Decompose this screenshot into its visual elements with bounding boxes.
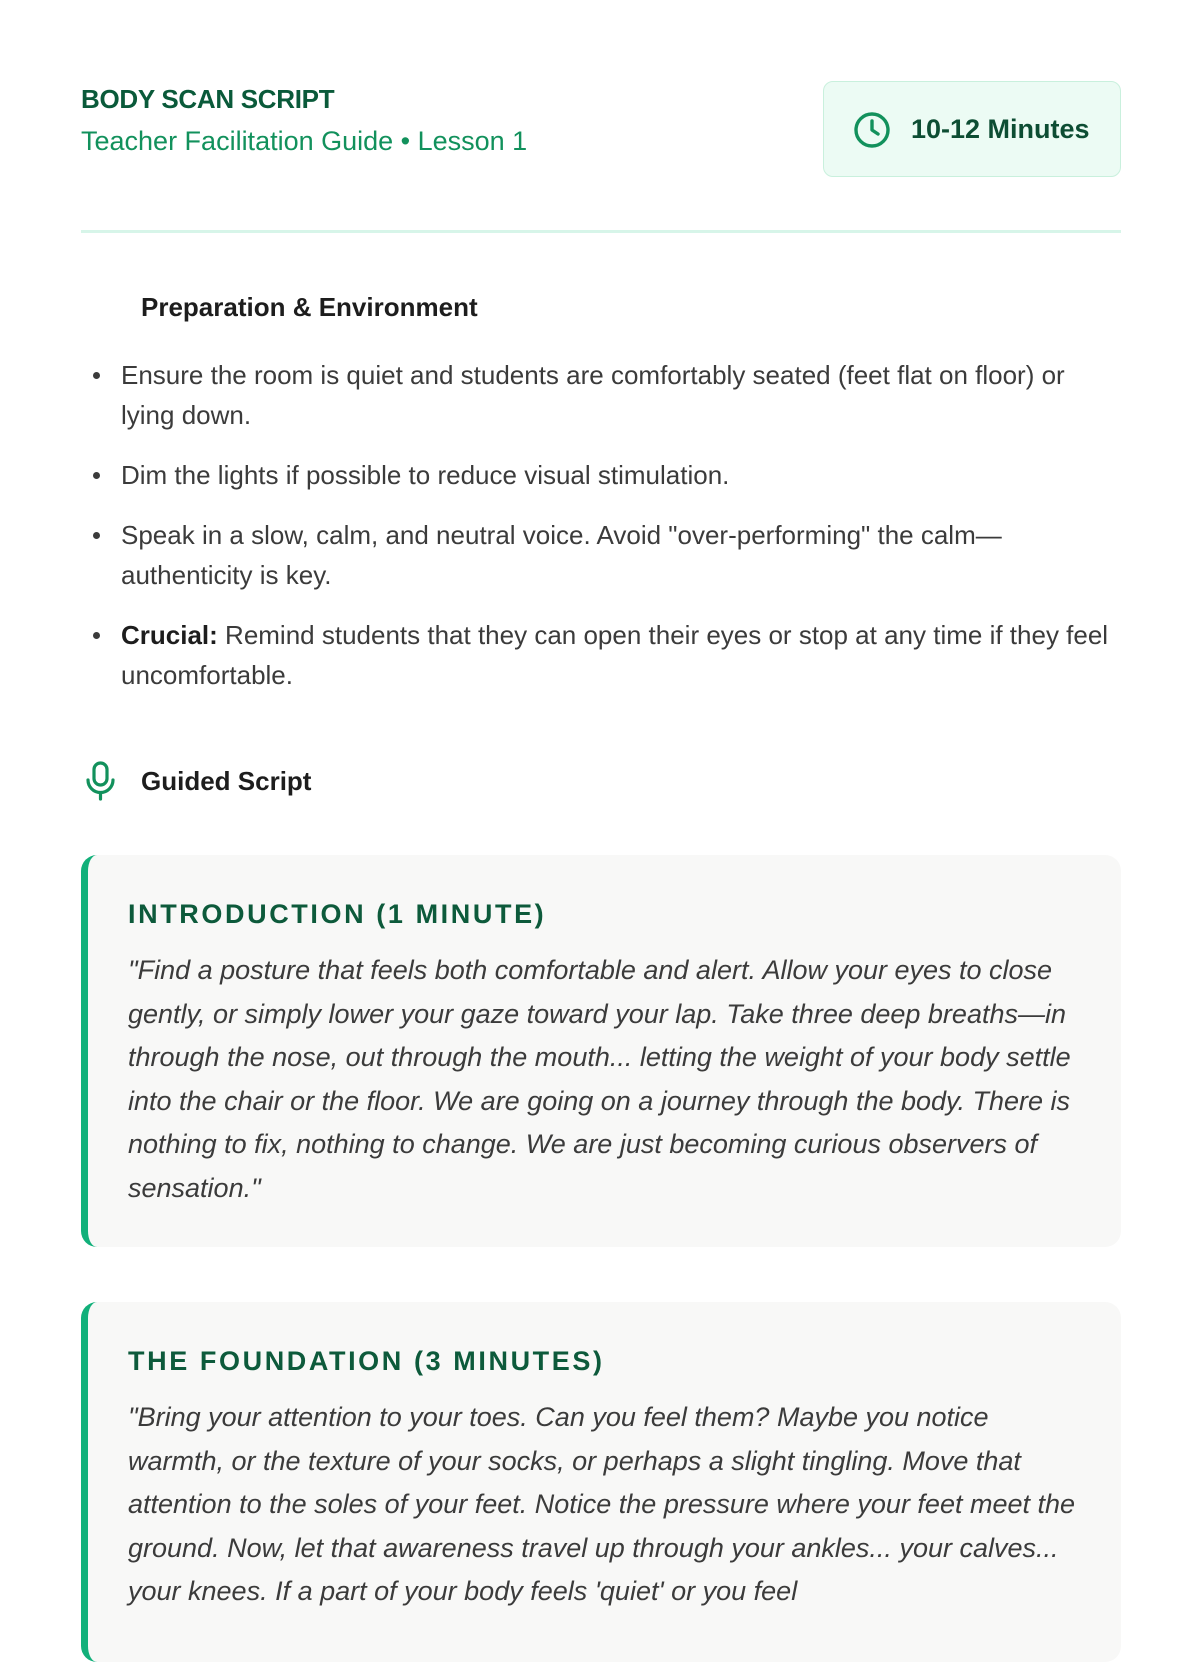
list-item bbox=[81, 615, 1121, 695]
list-item bbox=[81, 515, 1121, 595]
list-item-text: Ensure the room is quiet and students are comfortably seated (feet flat on floor) or lying down. bbox=[121, 360, 1065, 430]
duration-badge bbox=[823, 81, 1121, 177]
list-item bbox=[81, 455, 1121, 495]
guided-script-heading: Guided Script bbox=[141, 766, 312, 796]
page-title: BODY SCAN SCRIPT bbox=[81, 84, 335, 114]
preparation-heading: Preparation & Environment bbox=[141, 292, 478, 322]
script-section-introduction bbox=[81, 855, 1121, 1247]
list-item-text: Remind students that they can open their eyes or stop at any time if they feel uncomfortable. bbox=[121, 620, 1109, 690]
lesson-page bbox=[81, 0, 1121, 1606]
script-section-title: INTRODUCTION (1 MINUTE) bbox=[128, 899, 547, 929]
microphone-icon bbox=[81, 760, 121, 802]
script-section-foundation bbox=[81, 1302, 1121, 1662]
crucial-label: Crucial: bbox=[121, 620, 218, 650]
preparation-list bbox=[81, 355, 1121, 715]
list-item-text: Speak in a slow, calm, and neutral voice. Avoid "over-performing" the calm—authenticity is key. bbox=[121, 520, 1002, 590]
list-item bbox=[81, 355, 1121, 435]
duration-label: 10-12 Minutes bbox=[911, 114, 1090, 144]
clock-icon bbox=[852, 110, 892, 150]
list-item-text: Dim the lights if possible to reduce visual stimulation. bbox=[121, 460, 730, 490]
script-section-title: THE FOUNDATION (3 MINUTES) bbox=[128, 1346, 605, 1376]
script-section-body: "Bring your attention to your toes. Can you feel them? Maybe you notice warmth, or the texture of your socks, or perhaps a slight tingling. Move that attention to the soles of your feet. Notice the pressure where your feet meet the ground. Now, let that awareness travel up through your ankles... your calves... your knees. If a part of your body feels 'quiet' or you feel bbox=[128, 1402, 1076, 1606]
script-section-body: "Find a posture that feels both comfortable and alert. Allow your eyes to close gently, or simply lower your gaze toward your lap. Take three deep breaths—in through the nose, out through the mouth... letting the weight of your body settle into the chair or the floor. We are going on a journey through the body. There is nothing to fix, nothing to change. We are just becoming curious observers of sensation." bbox=[128, 955, 1071, 1203]
page-header bbox=[81, 0, 1121, 233]
page-subtitle: Teacher Facilitation Guide • Lesson 1 bbox=[81, 126, 528, 156]
